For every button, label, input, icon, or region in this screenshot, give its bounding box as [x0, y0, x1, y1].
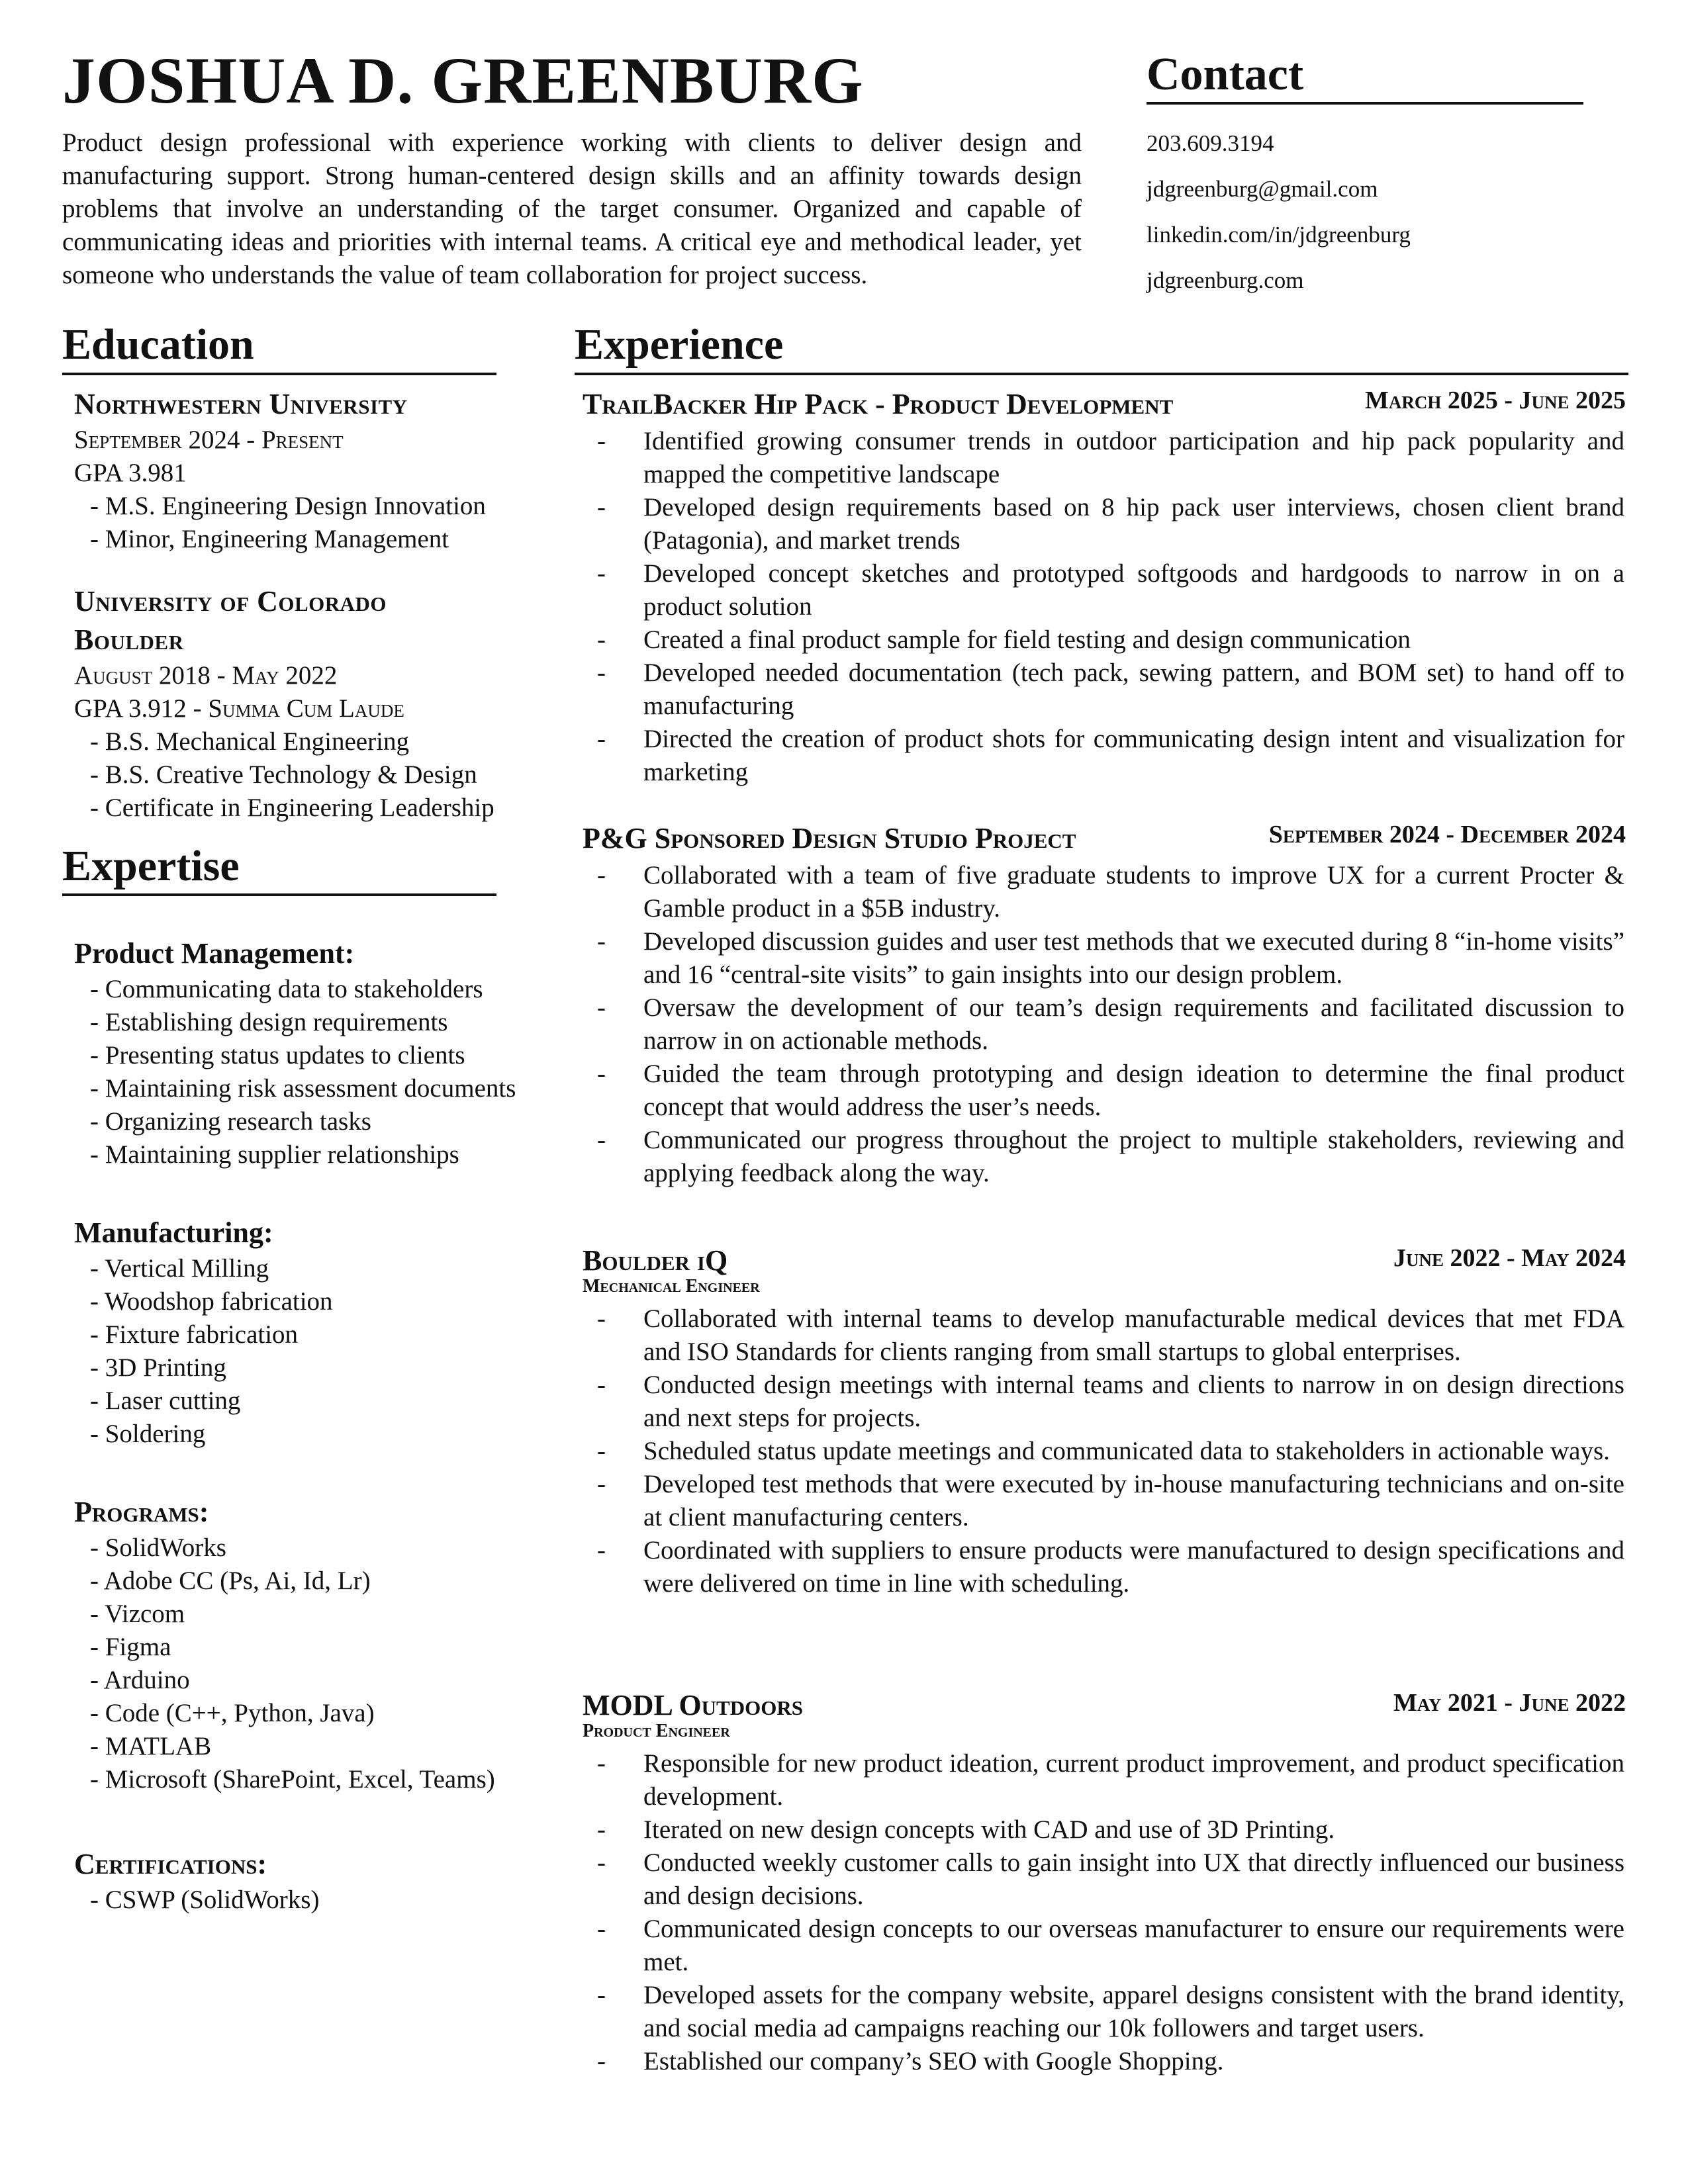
education-divider	[62, 373, 496, 375]
job-bullets	[590, 1302, 1624, 1600]
job-bullet: - Developed discussion guides and user test methods that we executed during 8 “in-home visits” and 16 “central-site visits” to gain insights into our design problem.	[590, 925, 1624, 991]
job-dates: March 2025 - June 2025	[1364, 387, 1626, 414]
job-title: TrailBacker Hip Pack - Product Development	[583, 388, 1174, 420]
job-title: Boulder iQ	[583, 1244, 728, 1277]
job-bullet: - Responsible for new product ideation, current product improvement, and product specification development.	[590, 1747, 1624, 1813]
skill-item: - 3D Printing	[90, 1353, 226, 1382]
job-bullet: - Conducted weekly customer calls to gain insight into UX that directly influenced our business and design decisions.	[590, 1846, 1624, 1913]
skill-item: - Soldering	[90, 1420, 206, 1448]
job-bullet: - Communicated our progress throughout the project to multiple stakeholders, reviewing and applying feedback along the way.	[590, 1124, 1624, 1190]
contact-website[interactable]: jdgreenburg.com	[1147, 267, 1304, 293]
job-bullet: - Developed assets for the company website, apparel designs consistent with the brand identity, and social media ad campaigns reaching our 10k followers and target users.	[590, 1979, 1624, 2045]
candidate-name: JOSHUA D. GREENBURG	[62, 44, 864, 117]
skill-item: - Arduino	[90, 1666, 190, 1694]
gpa-value: GPA 3.912 -	[74, 694, 209, 723]
school-dates: September 2024 - Present	[74, 426, 344, 454]
job-bullet: - Conducted design meetings with internal teams and clients to narrow in on design directions and next steps for projects.	[590, 1369, 1624, 1435]
job-bullet: - Developed design requirements based on 8 hip pack user interviews, chosen client brand (Patagonia), and market trends	[590, 491, 1624, 557]
school-name: Northwestern University	[74, 388, 408, 420]
subsection-title: Product Management:	[74, 937, 355, 970]
skill-item: - Vertical Milling	[90, 1254, 269, 1283]
job-dates: June 2022 - May 2024	[1393, 1244, 1626, 1272]
job-title: P&G Sponsored Design Studio Project	[583, 822, 1076, 854]
contact-linkedin[interactable]: linkedin.com/in/jdgreenburg	[1147, 222, 1411, 248]
job-dates: May 2021 - June 2022	[1393, 1689, 1626, 1717]
expertise-divider	[62, 893, 496, 896]
job-bullet: - Oversaw the development of our team’s design requirements and facilitated discussion to narrow in on actionable methods.	[590, 991, 1624, 1058]
experience-divider	[575, 373, 1628, 375]
job-bullet: - Developed needed documentation (tech pack, sewing pattern, and BOM set) to hand off to manufacturing	[590, 657, 1624, 723]
contact-divider	[1147, 102, 1583, 105]
degree-item: - Certificate in Engineering Leadership	[90, 794, 494, 822]
education-northwestern	[74, 385, 486, 556]
skill-item: - Maintaining risk assessment documents	[90, 1074, 516, 1103]
degree-item: - B.S. Creative Technology & Design	[90, 760, 477, 789]
job-bullet: - Collaborated with internal teams to develop manufacturable medical devices that met FDA and ISO Standards for clients ranging from small startups to global enterprises.	[590, 1302, 1624, 1369]
skill-item: - Fixture fabrication	[90, 1320, 299, 1349]
skill-item: - Vizcom	[90, 1600, 185, 1628]
skill-item: - CSWP (SolidWorks)	[90, 1886, 320, 1914]
expertise-product-management	[74, 934, 516, 1171]
degree-item: - Minor, Engineering Management	[90, 525, 449, 553]
skill-item: - SolidWorks	[90, 1533, 226, 1562]
subsection-title: Manufacturing:	[74, 1216, 273, 1249]
job-role: Product Engineer	[583, 1721, 730, 1741]
subsection-title: Certifications:	[74, 1848, 267, 1880]
degree-item: - M.S. Engineering Design Innovation	[90, 492, 486, 520]
skill-item: - Code (C++, Python, Java)	[90, 1699, 375, 1727]
professional-summary: Product design professional with experience working with clients to deliver design and manufacturing support. Strong human-centered design skills and an affinity towards design problems that involve an understanding of the target consumer. Organized and capable of communicating ideas and priorities with internal teams. A critical eye and methodical leader, yet someone who understands the value of team collaboration for project success.	[62, 128, 1082, 289]
education-colorado	[74, 582, 494, 825]
expertise-certifications	[74, 1845, 319, 1917]
job-dates: September 2024 - December 2024	[1268, 821, 1626, 848]
skill-item: - Establishing design requirements	[90, 1008, 448, 1036]
subsection-title: Programs:	[74, 1496, 209, 1528]
degree-item: - B.S. Mechanical Engineering	[90, 727, 409, 756]
job-bullet: - Identified growing consumer trends in outdoor participation and hip pack popularity and mapped the competitive landscape	[590, 425, 1624, 491]
experience-heading: Experience	[575, 320, 784, 369]
job-bullets	[590, 425, 1624, 789]
job-bullet: - Coordinated with suppliers to ensure products were manufactured to design specifications and were delivered on time in line with scheduling.	[590, 1534, 1624, 1600]
skill-item: - Organizing research tasks	[90, 1107, 371, 1136]
job-bullets	[590, 859, 1624, 1190]
education-heading: Education	[62, 320, 254, 369]
expertise-manufacturing	[74, 1214, 333, 1451]
school-name-line1: University of Colorado	[74, 585, 387, 617]
expertise-heading: Expertise	[62, 842, 240, 890]
school-name-line2: Boulder	[74, 623, 184, 656]
skill-item: - Microsoft (SharePoint, Excel, Teams)	[90, 1765, 495, 1794]
school-gpa	[74, 692, 494, 725]
contact-heading: Contact	[1147, 49, 1304, 100]
job-role: Mechanical Engineer	[583, 1276, 760, 1297]
job-bullet: - Communicated design concepts to our overseas manufacturer to ensure our requirements were met.	[590, 1913, 1624, 1979]
job-bullet: - Established our company’s SEO with Google Shopping.	[590, 2045, 1624, 2078]
skill-item: - Presenting status updates to clients	[90, 1041, 465, 1069]
skill-item: - MATLAB	[90, 1732, 212, 1760]
contact-phone[interactable]: 203.609.3194	[1147, 130, 1274, 156]
job-bullet: - Iterated on new design concepts with CAD and use of 3D Printing.	[590, 1813, 1624, 1846]
skill-item: - Maintaining supplier relationships	[90, 1140, 459, 1169]
skill-item: - Figma	[90, 1633, 171, 1661]
school-dates: August 2018 - May 2022	[74, 661, 338, 690]
gpa-honor: Summa Cum Laude	[208, 694, 404, 723]
job-bullet: - Directed the creation of product shots for communicating design intent and visualization for marketing	[590, 723, 1624, 789]
expertise-programs	[74, 1493, 495, 1796]
skill-item: - Laser cutting	[90, 1387, 241, 1415]
contact-email[interactable]: jdgreenburg@gmail.com	[1147, 176, 1378, 202]
skill-item: - Adobe CC (Ps, Ai, Id, Lr)	[90, 1567, 371, 1595]
job-bullet: - Guided the team through prototyping and design ideation to determine the final product concept that would address the user’s needs.	[590, 1058, 1624, 1124]
job-bullet: - Developed concept sketches and prototyped softgoods and hardgoods to narrow in on a product solution	[590, 557, 1624, 623]
skill-item: - Communicating data to stakeholders	[90, 975, 483, 1003]
job-bullet: - Scheduled status update meetings and communicated data to stakeholders in actionable ways.	[590, 1435, 1624, 1468]
job-bullet: - Developed test methods that were executed by in-house manufacturing technicians and on-site at client manufacturing centers.	[590, 1468, 1624, 1534]
job-bullet: - Created a final product sample for field testing and design communication	[590, 623, 1624, 657]
skill-item: - Woodshop fabrication	[90, 1287, 333, 1316]
school-gpa: GPA 3.981	[74, 459, 187, 487]
contact-list	[1147, 127, 1411, 310]
job-title: MODL Outdoors	[583, 1689, 803, 1721]
job-bullet: - Collaborated with a team of five graduate students to improve UX for a current Procter & Gamble product in a $5B industry.	[590, 859, 1624, 925]
job-bullets	[590, 1747, 1624, 2078]
